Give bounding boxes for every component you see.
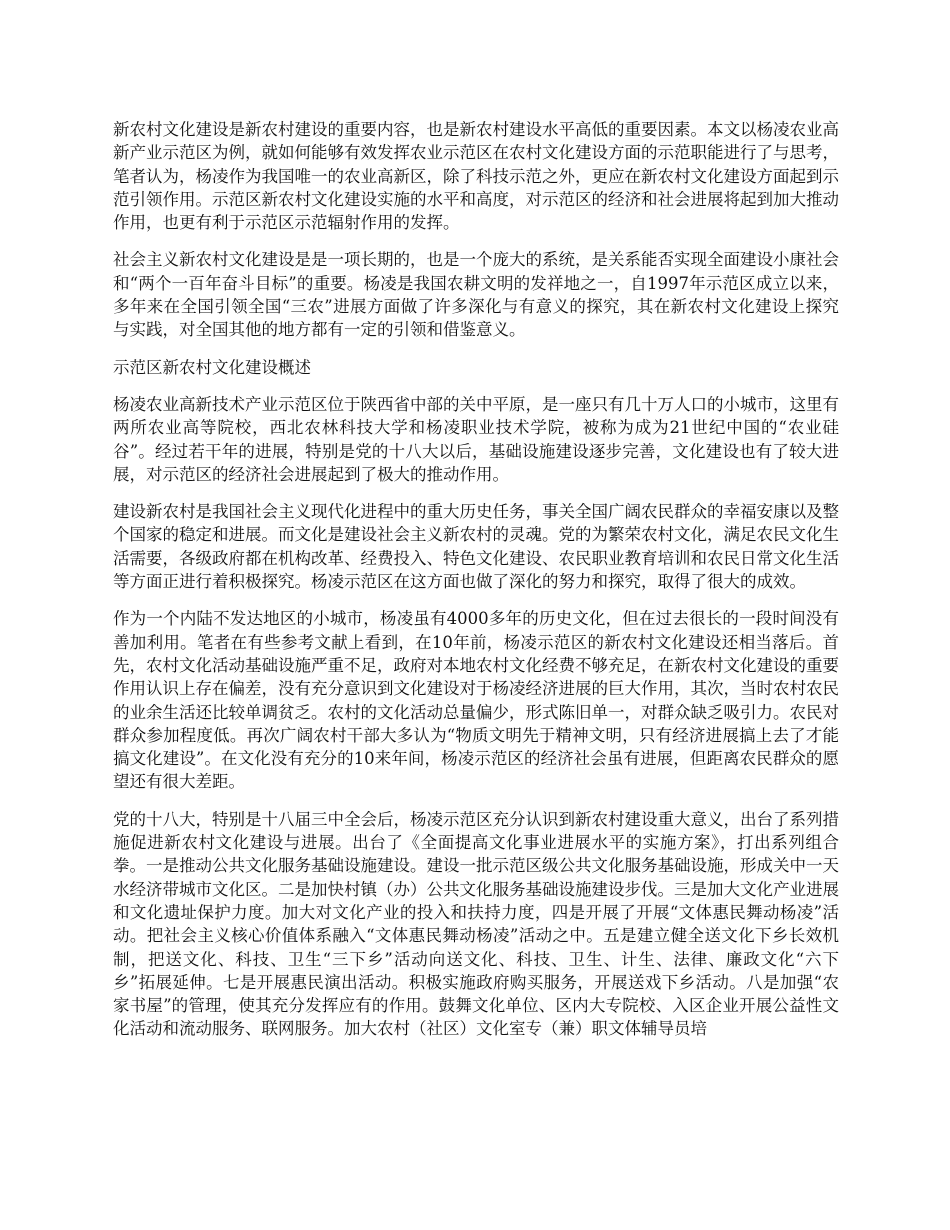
paragraph-background: 社会主义新农村文化建设是是一项长期的，也是一个庞大的系统，是关系能否实现全面建设小康社会和“两个一百年奋斗目标”的重要。杨凌是我国农耕文明的发祥地之一，自1997年示范区成立以来，多年来在全国引领全国“三农”进展方面做了许多深化与有意义的探究，其在新农村文化建设上探究与实践，对全国其他的地方都有一定的引领和借鉴意义。 (113, 250, 839, 340)
paragraph-history: 作为一个内陆不发达地区的小城市，杨凌虽有4000多年的历史文化，但在过去很长的一段时间没有善加利用。笔者在有些参考文献上看到，在10年前，杨凌示范区的新农村文化建设还相当落后。首先，农村文化活动基础设施严重不足，政府对本地农村文化经费不够充足，在新农村文化建设的重要作用认识上存在偏差，没有充分意识到文化建设对于杨凌经济进展的巨大作用，其次，当时农村农民的业余生活还比较单调贫乏。农村的文化活动总量偏少，形式陈旧单一，对群众缺乏吸引力。农民对群众参加程度低。再次广阔农村干部大多认为“物质文明先于精神文明，只有经济进展搞上去了才能搞文化建设”。在文化没有充分的10来年间，杨凌示范区的经济社会虽有进展，但距离农民群众的愿望还有很大差距。 (113, 609, 839, 792)
document-body (113, 118, 839, 1055)
section-heading: 示范区新农村文化建设概述 (113, 357, 311, 377)
paragraph-measures: 党的十八大，特别是十八届三中全会后，杨凌示范区充分认识到新农村建设重大意义，出台了系列措施促进新农村文化建设与进展。出台了《全面提高文化事业进展水平的实施方案》，打出系列组合拳。一是推动公共文化服务基础设施建设。建设一批示范区级公共文化服务基础设施，形成关中一天水经济带城市文化区。二是加快村镇（办）公共文化服务基础设施建设步伐。三是加大文化产业进展和文化遗址保护力度。加大对文化产业的投入和扶持力度，四是开展了开展“文体惠民舞动杨凌”活动。把社会主义核心价值体系融入“文体惠民舞动杨凌”活动之中。五是建立健全送文化下乡长效机制，把送文化、科技、卫生“三下乡”活动向送文化、科技、卫生、计生、法律、廉政文化“六下乡”拓展延伸。七是开展惠民演出活动。积极实施政府购买服务，开展送戏下乡活动。八是加强“农家书屋”的管理，使其充分发挥应有的作用。鼓舞文化单位、区内大专院校、入区企业开展公益性文化活动和流动服务、联网服务。加大农村（社区）文化室专（兼）职文体辅导员培 (113, 809, 839, 1039)
paragraph-task: 建设新农村是我国社会主义现代化进程中的重大历史任务，事关全国广阔农民群众的幸福安康以及整个国家的稳定和进展。而文化是建设社会主义新农村的灵魂。党的为繁荣农村文化，满足农民文化生活需要，各级政府都在机构改革、经费投入、特色文化建设、农民职业教育培训和农民日常文化生活等方面正进行着积极探究。杨凌示范区在这方面也做了深化的努力和探究，取得了很大的成效。 (113, 502, 839, 592)
paragraph-intro: 新农村文化建设是新农村建设的重要内容，也是新农村建设水平高低的重要因素。本文以杨凌农业高新产业示范区为例，就如何能够有效发挥农业示范区在农村文化建设方面的示范职能进行了与思考，笔者认为，杨凌作为我国唯一的农业高新区，除了科技示范之外，更应在新农村文化建设方面起到示范引领作用。示范区新农村文化建设实施的水平和高度，对示范区的经济和社会进展将起到加大推动作用，也更有利于示范区示范辐射作用的发挥。 (113, 120, 839, 233)
paragraph-overview: 杨凌农业高新技术产业示范区位于陕西省中部的关中平原，是一座只有几十万人口的小城市，这里有两所农业高等院校，西北农林科技大学和杨凌职业技术学院，被称为成为21世纪中国的“农业硅谷”。经过若干年的进展，特别是党的十八大以后，基础设施建设逐步完善，文化建设也有了较大进展，对示范区的经济社会进展起到了极大的推动作用。 (113, 394, 839, 484)
